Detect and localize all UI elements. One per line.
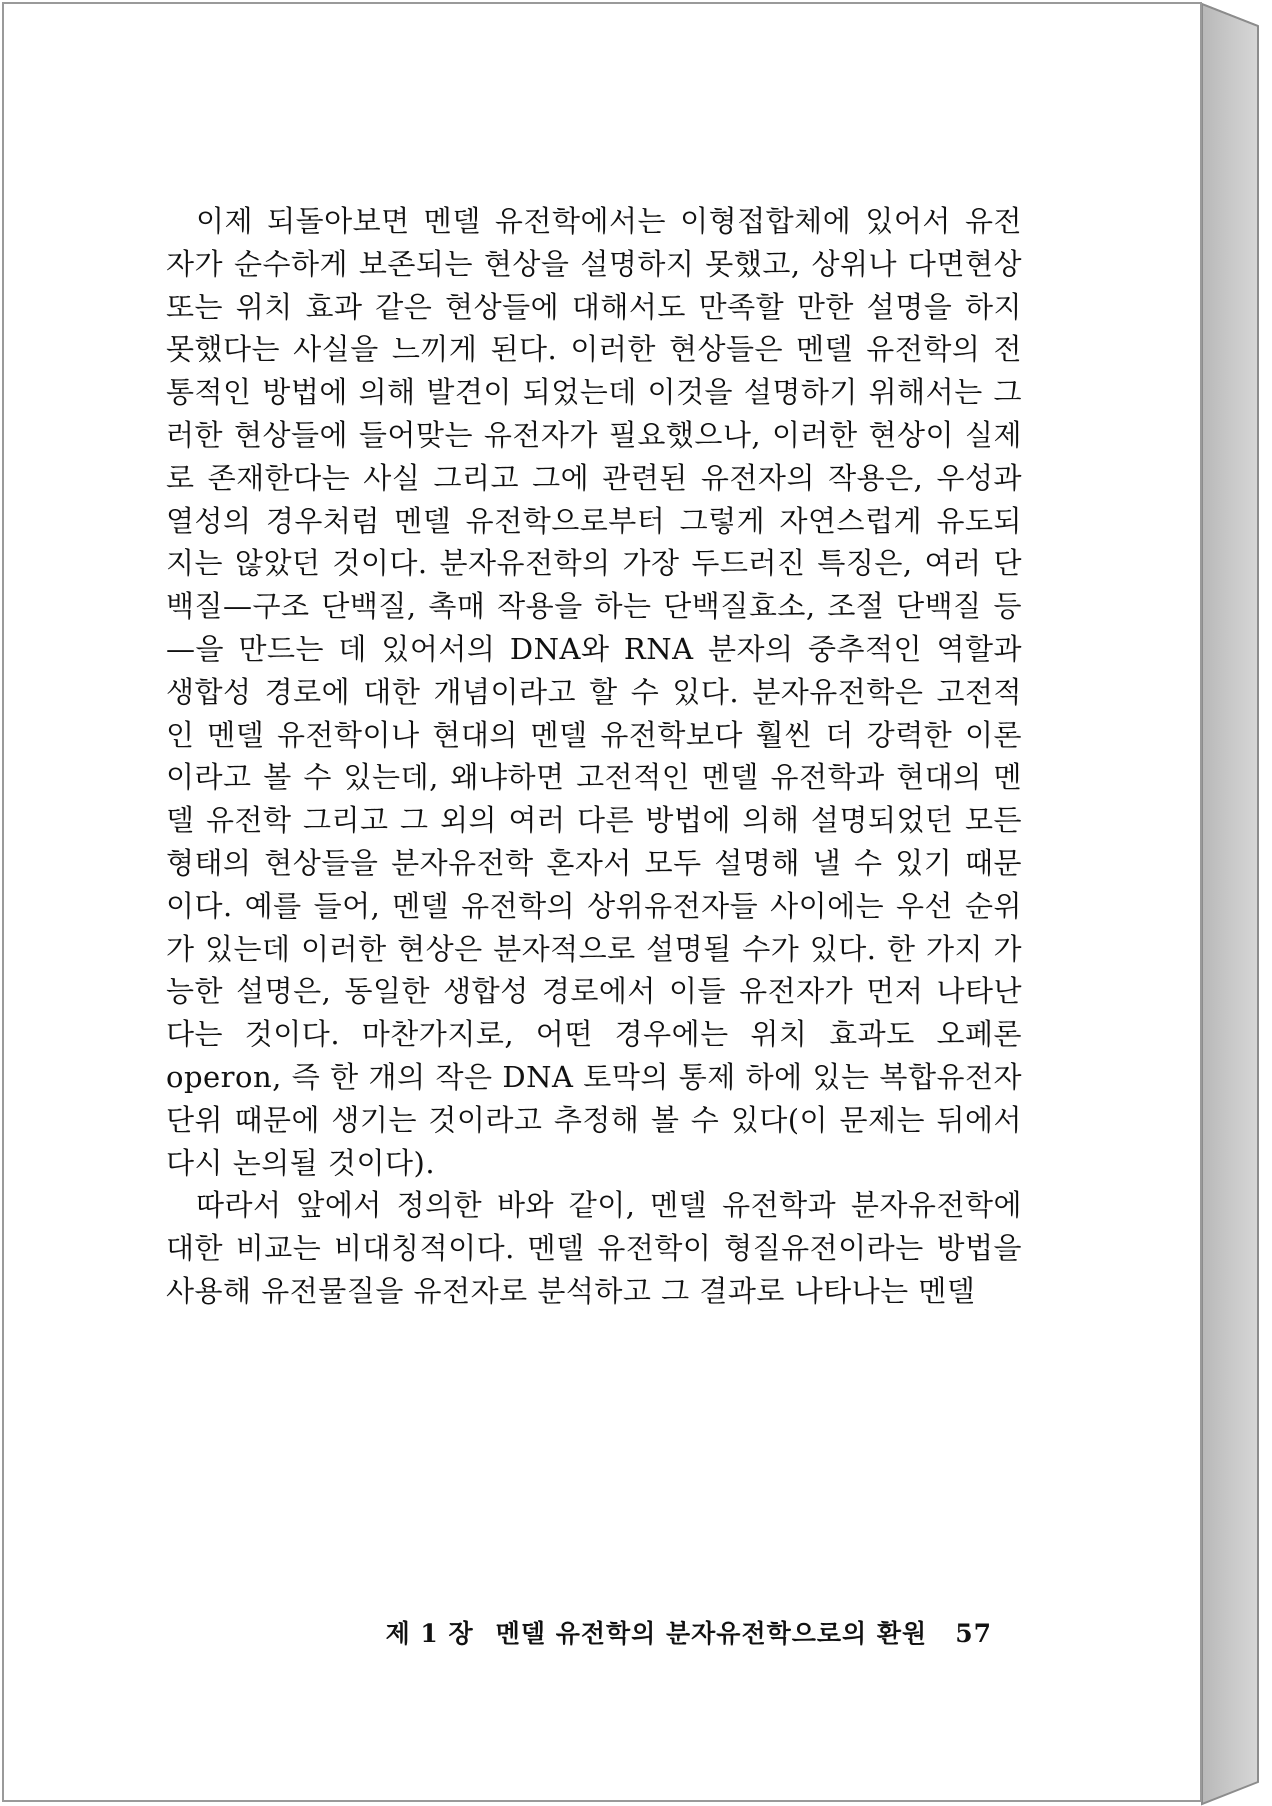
paragraph-2: 따라서 앞에서 정의한 바와 같이, 멘델 유전학과 분자유전학에 대한 비교는 비대칭적이다. 멘델 유전학이 형질유전이라는 방법을 사용해 유전물질을 유전자로 분석하고 그 결과로 나타나는 멘델 <box>166 1188 1022 1308</box>
running-footer <box>386 1614 992 1650</box>
footer-title: 멘델 유전학의 분자유전학으로의 환원 <box>495 1619 928 1648</box>
paragraph-1: 이제 되돌아보면 멘델 유전학에서는 이형접합체에 있어서 유전자가 순수하게 보존되는 현상을 설명하지 못했고, 상위나 다면현상 또는 위치 효과 같은 현상들에 대해서도 만족할 만한 설명을 하지 못했다는 사실을 느끼게 된다. 이러한 현상들은 멘델 유전학의 전통적인 방법에 의해 발견이 되었는데 이것을 설명하기 위해서는 그러한 현상들에 들어맞는 유전자가 필요했으나, 이러한 현상이 실제로 존재한다는 사실 그리고 그에 관련된 유전자의 작용은, 우성과 열성의 경우처럼 멘델 유전학으로부터 그렇게 자연스럽게 유도되지는 않았던 것이다. 분자유전학의 가장 두드러진 특징은, 여러 단백질—구조 단백질, 촉매 작용을 하는 단백질효소, 조절 단백질 등—을 만드는 데 있어서의 DNA와 RNA 분자의 중추적인 역할과 생합성 경로에 대한 개념이라고 할 수 있다. 분자유전학은 고전적인 멘델 유전학이나 현대의 멘델 유전학보다 훨씬 더 강력한 이론이라고 볼 수 있는데, 왜냐하면 고전적인 멘델 유전학과 현대의 멘델 유전학 그리고 그 외의 여러 다른 방법에 의해 설명되었던 모든 형태의 현상들을 분자유전학 혼자서 모두 설명해 낼 수 있기 때문이다. 예를 들어, 멘델 유전학의 상위유전자들 사이에는 우선 순위가 있는데 이러한 현상은 분자적으로 설명될 수가 있다. 한 가지 가능한 설명은, 동일한 생합성 경로에서 이들 유전자가 먼저 나타난다는 것이다. 마찬가지로, 어떤 경우에는 위치 효과도 오페론operon, 즉 한 개의 작은 DNA 토막의 통제 하에 있는 복합유전자 단위 때문에 생기는 것이라고 추정해 볼 수 있다(이 문제는 뒤에서 다시 논의될 것이다). <box>166 204 1022 1180</box>
footer-chapter: 제 1 장 <box>385 1619 474 1648</box>
body-text <box>166 200 1022 1313</box>
page-number: 57 <box>955 1619 992 1648</box>
